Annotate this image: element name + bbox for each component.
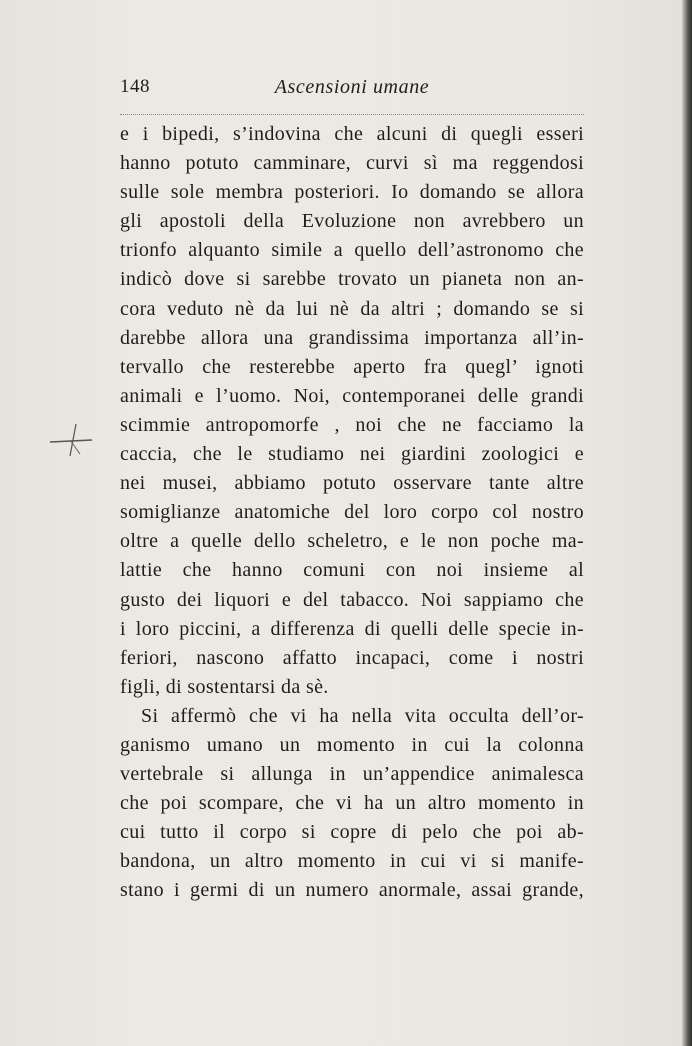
text-line: cui tutto il corpo si copre di pelo che poi ab- [120,821,584,844]
text-line: caccia, che le studiamo nei giardini zoologici e [120,443,584,466]
text-line: gli apostoli della Evoluzione non avrebbero un [120,210,584,233]
text-line: figli, di sostentarsi da sè. [120,675,329,698]
text-line: sulle sole membra posteriori. Io domando se allora [120,181,584,204]
text-line: hanno potuto camminare, curvi sì ma reggendosi [120,152,584,175]
text-line: lattie che hanno comuni con noi insieme al [120,559,584,582]
text-line: cora veduto nè da lui nè da altri ; domando se si [120,297,584,320]
cross-mark-icon [48,420,94,460]
text-line: Si affermò che vi ha nella vita occulta dell’or- [141,704,584,727]
text-line: scimmie antropomorfe , noi che ne facciamo la [120,413,584,436]
text-line: i loro piccini, a differenza di quelli delle specie in- [120,617,584,640]
text-line: darebbe allora una grandissima importanza all’in- [120,326,584,349]
text-line: vertebrale si allunga in un’appendice animalesca [120,763,584,786]
text-line: feriori, nascono affatto incapaci, come i nostri [120,646,584,669]
text-line: animali e l’uomo. Noi, contemporanei delle grandi [120,384,584,407]
text-line: nei musei, abbiamo potuto osservare tante altre [120,472,584,495]
text-line: tervallo che resterebbe aperto fra quegl’ ignoti [120,355,584,378]
text-line: bandona, un altro momento in cui vi si manife- [120,850,584,873]
header-rule [120,114,584,115]
text-line: e i bipedi, s’indovina che alcuni di quegli esseri [120,123,584,145]
text-line: ganismo umano un momento in cui la colonna [120,733,584,756]
page-header [120,76,584,106]
page-number: 148 [120,76,150,97]
running-title: Ascensioni umane [274,76,430,98]
body-text [120,120,584,906]
text-line: che poi scompare, che vi ha un altro momento in [120,792,584,815]
text-line: somiglianze anatomiche del loro corpo col nostro [120,501,584,524]
text-line: oltre a quelle dello scheletro, e le non poche ma- [120,530,584,553]
text-line: stano i germi di un numero anormale, assai grande, [120,879,584,902]
text-line: gusto dei liquori e del tabacco. Noi sappiamo che [120,588,584,611]
text-line: trionfo alquanto simile a quello dell’astronomo che [120,239,584,262]
text-line: indicò dove si sarebbe trovato un pianeta non an- [120,268,584,291]
page-edge-shadow [682,0,692,1046]
